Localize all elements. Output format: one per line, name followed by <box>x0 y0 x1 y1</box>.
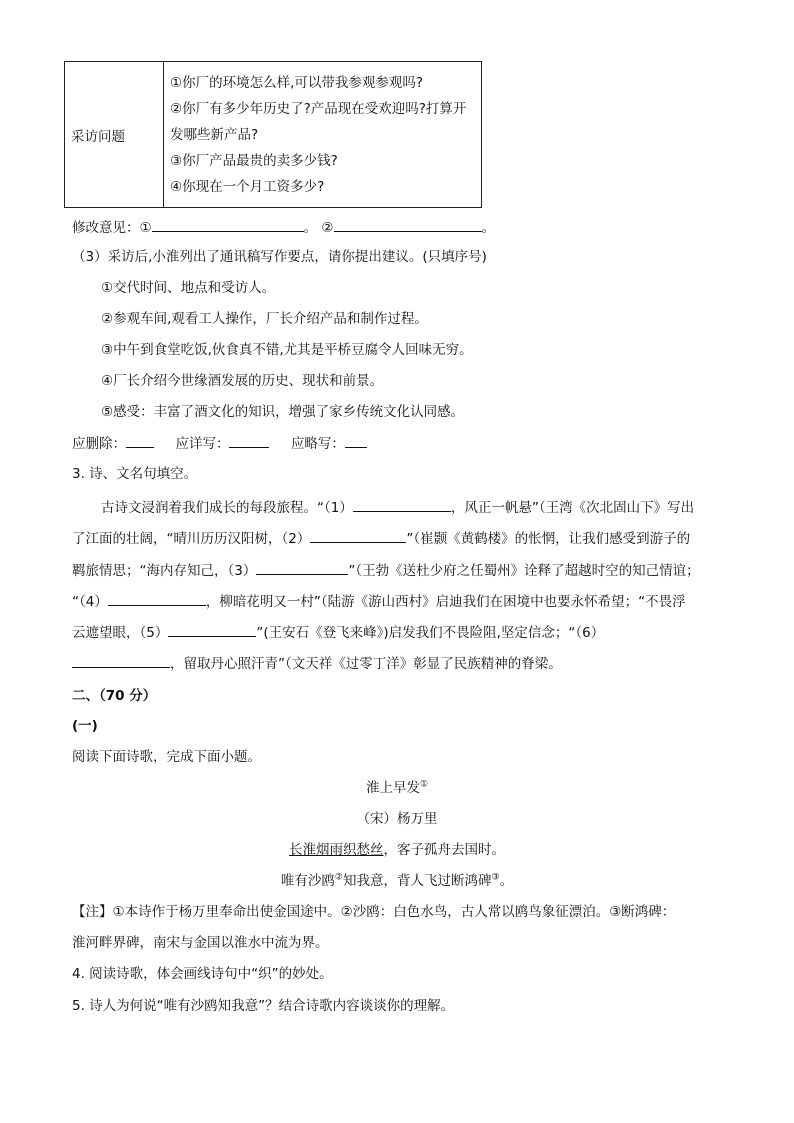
interview-questions-table <box>64 61 482 208</box>
part2-title: 二、（70 分） <box>72 688 157 704</box>
answer-detail-label: 应详写： <box>175 436 230 452</box>
poem-title <box>0 778 794 798</box>
fill-text: ，风正一帆悬”（王湾《次北固山下》写出 <box>450 500 695 516</box>
poem-line-2 <box>0 871 794 891</box>
revision-separator: 。 ② <box>303 220 334 236</box>
poem-note-marker: ① <box>419 779 429 790</box>
writing-point-3: ③中午到食堂吃饭,伙食真不错,尤其是平桥豆腐令人回味无穷。 <box>101 342 473 358</box>
poem-title-text: 淮上早发 <box>365 780 420 796</box>
fill-line-5 <box>72 622 604 643</box>
question-item: ①你厂的环境怎么样,可以带我参观参观吗? <box>170 74 424 91</box>
table-label-cell <box>65 62 164 208</box>
revision-blank-1[interactable] <box>152 217 304 232</box>
answer-line <box>72 433 367 454</box>
fill-blank-2[interactable] <box>310 528 406 543</box>
fill-blank-6[interactable] <box>72 653 170 668</box>
writing-point-5: ⑤感受：丰富了酒文化的知识，增强了家乡传统文化认同感。 <box>101 404 465 420</box>
question-item: 发哪些新产品? <box>170 126 259 143</box>
poem-author: （宋）杨万里 <box>356 811 438 827</box>
poem-note-marker: ② <box>334 872 343 883</box>
fill-blank-1[interactable] <box>353 497 451 512</box>
fill-line-4 <box>72 591 686 612</box>
verse-text: ，客子孤舟去国时。 <box>383 842 505 858</box>
fill-text: “（4） <box>72 594 108 610</box>
fill-text: 云遮望眼，（5） <box>72 625 169 641</box>
fill-text: ，留取丹心照汗青”（文天祥《过零丁洋》彰显了民族精神的脊梁。 <box>170 656 562 672</box>
fill-blank-5[interactable] <box>168 622 256 637</box>
question-item: ②你厂有多少年历史了?产品现在受欢迎吗?打算开 <box>170 100 467 117</box>
question-item: ④你现在一个月工资多少? <box>170 178 325 195</box>
fill-line-2 <box>72 528 690 549</box>
question-5: 5. 诗人为何说“唯有沙鸥知我意”？结合诗歌内容谈谈你的理解。 <box>72 998 455 1014</box>
part2-instruction: 阅读下面诗歌，完成下面小题。 <box>72 749 261 765</box>
revision-blank-2[interactable] <box>334 217 482 232</box>
poem-notes-line-2: 淮河畔界碑，南宋与金国以淮水中流为界。 <box>72 935 329 951</box>
fill-text: ”（王勃《送杜少府之任蜀州》诠释了超越时空的知己情谊； <box>348 563 700 579</box>
poem-line-1 <box>0 840 794 860</box>
fill-line-6 <box>72 653 562 674</box>
fill-text: ”（崔颢《黄鹤楼》的怅惘，让我们感受到游子的 <box>406 531 691 547</box>
revision-line <box>72 217 495 238</box>
writing-point-1: ①交代时间、地点和受访人。 <box>101 280 276 296</box>
fill-text: ”(王安石《登飞来峰》)启发我们不畏险阻,坚定信念；“（6） <box>256 625 605 641</box>
answer-brief-label: 应略写： <box>290 436 345 452</box>
fill-line-1 <box>101 497 694 518</box>
fill-line-3 <box>72 560 700 581</box>
fill-text: ，柳暗花明又一村”（陆游《游山西村》启迪我们在困境中也要永怀希望；“不畏浮 <box>205 594 686 610</box>
poem-notes-line-1: 【注】①本诗作于杨万里奉命出使金国途中。②沙鸥：白色水鸟，古人常以鸥鸟象征漂泊。③断鸿碑： <box>72 904 676 920</box>
answer-delete-blank[interactable] <box>126 433 154 448</box>
poem-note-marker: ③ <box>491 872 500 883</box>
table-questions-cell <box>164 62 482 208</box>
section3-title: 3. 诗、文名句填空。 <box>72 466 198 482</box>
verse-text: 唯有沙鸥 <box>280 873 335 889</box>
answer-brief-blank[interactable] <box>345 433 367 448</box>
fill-text: 羁旅情思；“海内存知己，（3） <box>72 563 257 579</box>
verse-text: 知我意，背人飞过断鸿碑 <box>343 873 492 889</box>
fill-text: 古诗文浸润着我们成长的每段旅程。“（1） <box>101 500 353 516</box>
part2-subsection: (一) <box>72 718 98 734</box>
question-item: ③你厂产品最贵的卖多少钱? <box>170 152 338 169</box>
writing-point-2: ②参观车间,观看工人操作，厂长介绍产品和制作过程。 <box>101 311 428 327</box>
answer-detail-blank[interactable] <box>229 433 269 448</box>
verse-text: 。 <box>499 873 514 889</box>
answer-delete-label: 应删除： <box>72 436 126 452</box>
fill-blank-3[interactable] <box>256 560 348 575</box>
fill-text: 了江面的壮阔，“晴川历历汉阳树，（2） <box>72 531 311 547</box>
fill-blank-4[interactable] <box>108 591 206 606</box>
q3-intro: （3）采访后,小淮列出了通讯稿写作要点，请你提出建议。(只填序号) <box>72 249 487 265</box>
table-label: 采访问题 <box>71 128 125 145</box>
question-4: 4. 阅读诗歌，体会画线诗句中“织”的妙处。 <box>72 966 333 982</box>
revision-end: 。 <box>481 220 496 236</box>
writing-point-4: ④厂长介绍今世缘酒发展的历史、现状和前景。 <box>101 373 384 389</box>
underlined-verse: 长淮烟雨织愁丝 <box>289 842 384 858</box>
revision-label: 修改意见：① <box>72 220 152 236</box>
